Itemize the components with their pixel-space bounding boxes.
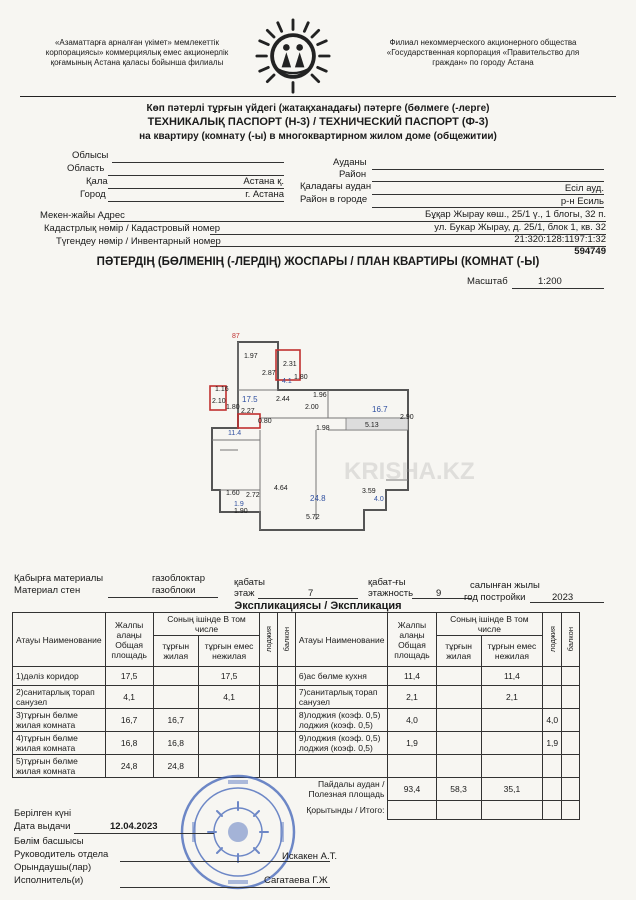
header-left-line: корпорациясы» коммерциялық емес акционерлік (45, 48, 229, 57)
scale-value: 1:200 (538, 276, 562, 287)
room-balcony (562, 709, 580, 732)
useful-loggia (543, 778, 562, 801)
plan-label: 4.64 (274, 485, 288, 492)
plan-label: 2.10 (212, 398, 226, 405)
plan-label: 1.80 (226, 404, 240, 411)
room-loggia: 4,0 (543, 709, 562, 732)
col-balcony-header (278, 613, 296, 667)
room-nonliving (481, 755, 543, 778)
year-value: 2023 (552, 592, 574, 603)
plan-label: 1.80 (294, 374, 308, 381)
plan-label: 2.00 (305, 404, 319, 411)
col-loggia-header (260, 613, 278, 667)
room-name (295, 755, 388, 778)
room-living (436, 667, 481, 686)
room-loggia (260, 732, 278, 755)
issued-label-kz: Берілген күні (14, 808, 72, 819)
issued-date: 12.04.2023 (110, 821, 158, 832)
plan-label: 87 (232, 333, 240, 340)
room-living: 16,8 (153, 732, 198, 755)
room-living (153, 667, 198, 686)
plan-label: 1.90 (234, 508, 248, 515)
floors-label-kz: қабат-ғы (368, 577, 406, 588)
col-name-header: Атауы Наименование (13, 613, 106, 667)
col-total-header: Жалпы алаңы Общая площадь (388, 613, 436, 667)
header-right-line: граждан» по городу Астана (432, 58, 534, 67)
room-nonliving: 2,1 (481, 686, 543, 709)
room-nonliving: 4,1 (198, 686, 260, 709)
field-gorod-label: Город (80, 189, 106, 200)
totals-nonliving (481, 800, 543, 819)
useful-balcony (562, 778, 580, 801)
room-living (436, 732, 481, 755)
field-oblysy-label: Облысы (72, 150, 109, 161)
header-right-line: Филиал некоммерческого акционерного общества (389, 38, 577, 47)
field-oblast-label: Область (67, 163, 105, 174)
field-kala-audan-value: Есіл ауд. (564, 183, 604, 194)
year-label-kz: салынған жылы (470, 580, 540, 591)
field-line (258, 598, 358, 599)
col-living-header: тұрғын жилая (436, 636, 481, 667)
address-ru-value: ул. Букар Жырау, д. 25/1, блок 1, кв. 32 (434, 222, 606, 233)
room-loggia (543, 755, 562, 778)
room-total: 16,7 (105, 709, 153, 732)
floor-label-ru: этаж (234, 588, 255, 599)
header-divider (20, 96, 616, 97)
title-kz: Көп пәтерлі тұрғын үйдегі (жатақханадағы) пәтерге (бөлмеге (-лерге) (146, 103, 490, 114)
plan-label: 4.1 (282, 378, 292, 385)
table-row (13, 732, 580, 755)
col-balcony-header (562, 613, 580, 667)
government-emblem-icon (255, 18, 331, 94)
floors-label-ru: этажность (368, 588, 414, 599)
plan-label: 2.27 (241, 408, 255, 415)
room-total: 16,8 (105, 732, 153, 755)
field-audany-label: Ауданы (333, 157, 367, 168)
plan-label: 2.87 (262, 370, 276, 377)
executor-name: Сагатаева Г.Ж (264, 875, 328, 886)
room-nonliving (481, 732, 543, 755)
executor-label-ru: Исполнитель(и) (14, 875, 84, 886)
table-header-row (13, 613, 580, 636)
field-line (372, 181, 604, 182)
header-right-ru (368, 38, 598, 68)
room-total: 4,1 (105, 686, 153, 709)
field-raion-gorode-value: р-н Есиль (560, 196, 604, 207)
useful-area-label: Пайдалы аудан / Полезная площадь (295, 778, 388, 801)
wall-label-kz: Қабырға материалы (14, 573, 104, 584)
room-nonliving (198, 732, 260, 755)
room-loggia (543, 667, 562, 686)
plan-label: 2.90 (400, 414, 414, 421)
plan-label: 16.7 (372, 405, 388, 414)
room-living: 16,7 (153, 709, 198, 732)
field-raion-gorode-label: Район в городе (300, 194, 368, 205)
room-name: 6)ас бөлме кухня (295, 667, 388, 686)
col-loggia-header (543, 613, 562, 667)
header-right-line: «Государственная корпорация «Правительство для (386, 48, 580, 57)
wall-value-ru: газоблоки (152, 585, 196, 596)
field-line (74, 833, 214, 834)
wall-value-kz: газоблоктар (152, 573, 205, 584)
table-row (13, 667, 580, 686)
useful-nonliving: 35,1 (481, 778, 543, 801)
col-balcony-text: балкон (281, 627, 291, 652)
col-living-header: тұрғын жилая (153, 636, 198, 667)
totals-loggia (543, 800, 562, 819)
room-name: 5)тұрғын бөлме жилая комната (13, 755, 106, 778)
plan-label: 2.31 (283, 361, 297, 368)
plan-label: 1.96 (313, 392, 327, 399)
floors-value: 9 (436, 588, 442, 599)
room-name: 2)санитарлық торап санузел (13, 686, 106, 709)
field-line (412, 598, 472, 599)
plan-label: 0.80 (258, 418, 272, 425)
header-left-line: «Азаматтарға арналған үкімет» мемлекеттік (54, 38, 220, 47)
header-left-kz (22, 38, 252, 68)
room-balcony (278, 709, 296, 732)
room-loggia: 1,9 (543, 732, 562, 755)
official-seal-icon (178, 772, 298, 892)
room-total: 17,5 (105, 667, 153, 686)
col-loggia-text: лоджия (264, 626, 274, 653)
room-balcony (278, 732, 296, 755)
table-row (13, 709, 580, 732)
room-nonliving (481, 709, 543, 732)
address-kz-value: Бұқар Жырау көш., 25/1 ү., 1 блогы, 32 п. (424, 209, 606, 220)
inventory-label: Түгендеу нөмір / Инвентарный номер (56, 236, 221, 247)
col-nonliving-header: тұрғын емес нежилая (481, 636, 543, 667)
floor-label-kz: қабаты (234, 577, 265, 588)
totals-balcony (562, 800, 580, 819)
address-label: Мекен-жайы Адрес (40, 210, 125, 221)
issued-label-ru: Дата выдачи (14, 821, 71, 832)
room-total: 1,9 (388, 732, 436, 755)
col-name-header: Атауы Наименование (295, 613, 388, 667)
field-raion-label: Район (339, 169, 367, 180)
room-balcony (562, 686, 580, 709)
room-balcony (562, 667, 580, 686)
room-name: 4)тұрғын бөлме жилая комната (13, 732, 106, 755)
head-label-ru: Руководитель отдела (14, 849, 109, 860)
plan-label: 24.8 (310, 494, 326, 503)
room-nonliving: 17,5 (198, 667, 260, 686)
plan-label: 1.9 (234, 501, 244, 508)
totals-total (388, 800, 436, 819)
room-loggia (260, 709, 278, 732)
explication-title: Экспликациясы / Экспликация (234, 600, 402, 612)
plan-label: 5.72 (306, 514, 320, 521)
plan-label: 17.5 (242, 395, 258, 404)
totals-living (436, 800, 481, 819)
room-name: 9)лоджия (коэф. 0,5) лоджия (коэф. 0,5) (295, 732, 388, 755)
room-balcony (278, 686, 296, 709)
room-nonliving: 11,4 (481, 667, 543, 686)
room-loggia (260, 667, 278, 686)
room-loggia (260, 686, 278, 709)
field-kala-label: Қала (86, 176, 108, 187)
totals-label: Қорытынды / Итого: (295, 800, 388, 819)
room-name: 3)тұрғын бөлме жилая комната (13, 709, 106, 732)
room-total (388, 755, 436, 778)
col-incl-header: Соның ішінде В том числе (153, 613, 260, 636)
plan-label: 3.59 (362, 488, 376, 495)
col-total-header: Жалпы алаңы Общая площадь (105, 613, 153, 667)
executor-label-kz: Орындаушы(лар) (14, 862, 92, 873)
field-line (372, 194, 604, 195)
field-line (372, 169, 604, 170)
year-label-ru: год постройки (464, 592, 526, 603)
plan-title: ПӘТЕРДІҢ (БӨЛМЕНІҢ (-ЛЕРДІҢ) ЖОСПАРЫ / ПЛАН КВАРТИРЫ (КОМНАТ (-Ы) (96, 256, 540, 268)
room-balcony (278, 667, 296, 686)
room-balcony (562, 732, 580, 755)
watermark: KRISHA.KZ (344, 458, 475, 485)
cadastral-value: 21:320:128:1197:1:32 (514, 234, 606, 245)
plan-label: 5.13 (365, 422, 379, 429)
room-living (436, 755, 481, 778)
room-total: 4,0 (388, 709, 436, 732)
useful-living: 58,3 (436, 778, 481, 801)
header-left-line: қоғамының Астана қаласы бойынша филиалы (50, 58, 224, 67)
scale-label: Масштаб (467, 276, 508, 287)
table-row (13, 686, 580, 709)
inventory-value: 594749 (574, 246, 606, 257)
floor-value: 7 (308, 588, 314, 599)
field-kala-audan-label: Қаладағы аудан (300, 181, 372, 192)
room-living (436, 686, 481, 709)
col-balcony-text: балкон (566, 627, 576, 652)
field-line (108, 597, 218, 598)
plan-label: 1.97 (244, 353, 258, 360)
room-total: 24,8 (105, 755, 153, 778)
field-kala-value: Астана қ. (243, 176, 284, 187)
field-line (112, 162, 284, 163)
plan-label: 2.44 (276, 396, 290, 403)
head-name: Искакен А.Т. (282, 851, 338, 862)
title-ru: на квартиру (комнату (-ы) в многоквартирном жилом доме (общежитии) (139, 131, 497, 142)
plan-label: 1.60 (226, 490, 240, 497)
room-living (436, 709, 481, 732)
room-living: 24,8 (153, 755, 198, 778)
room-total: 2,1 (388, 686, 436, 709)
room-nonliving (198, 709, 260, 732)
room-balcony (562, 755, 580, 778)
plan-label: 11.4 (228, 430, 242, 437)
room-name: 8)лоджия (коэф. 0,5) лоджия (коэф. 0,5) (295, 709, 388, 732)
signature-line (120, 887, 330, 888)
room-living (153, 686, 198, 709)
room-name: 1)дәліз коридор (13, 667, 106, 686)
head-label-kz: Бөлім басшысы (14, 836, 84, 847)
title-main: ТЕХНИКАЛЫҚ ПАСПОРТ (Н-3) / ТЕХНИЧЕСКИЙ ПАСПОРТ (Ф-3) (147, 116, 489, 128)
plan-label: 1.16 (215, 386, 229, 393)
room-name: 7)санитарлық торап санузел (295, 686, 388, 709)
field-line (108, 201, 284, 202)
scale-line (512, 288, 604, 289)
field-gorod-value: г. Астана (245, 189, 284, 200)
cadastral-label: Кадастрлық нөмір / Кадастровый номер (44, 223, 221, 234)
col-loggia-text: лоджия (547, 626, 557, 653)
col-incl-header: Соның ішінде В том числе (436, 613, 543, 636)
room-loggia (543, 686, 562, 709)
useful-total: 93,4 (388, 778, 436, 801)
plan-label: 4.0 (374, 496, 384, 503)
plan-label: 2.72 (246, 492, 260, 499)
col-nonliving-header: тұрғын емес нежилая (198, 636, 260, 667)
wall-label-ru: Материал стен (14, 585, 81, 596)
field-line (372, 207, 604, 208)
room-total: 11,4 (388, 667, 436, 686)
plan-label: 1.98 (316, 425, 330, 432)
